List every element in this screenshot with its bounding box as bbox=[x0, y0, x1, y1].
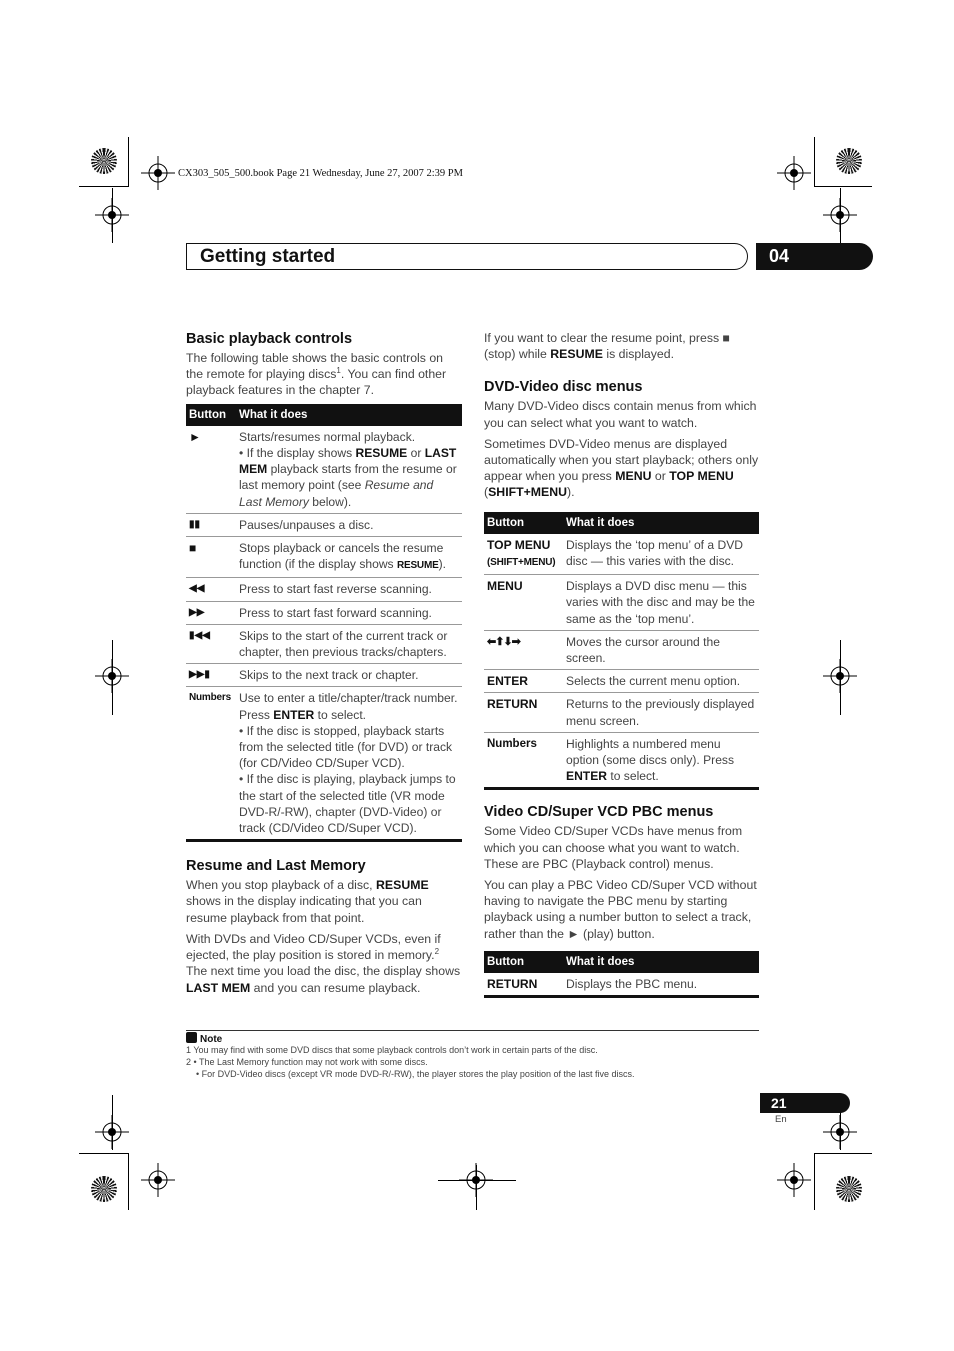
vcd-para-2: You can play a PBC Video CD/Super VCD without having to navigate the PBC menu by starting playback using a number button to select a track, rather than the ► (play) button. bbox=[484, 878, 757, 941]
vcd-menus-heading: Video CD/Super VCD PBC menus bbox=[484, 804, 714, 821]
basic-playback-heading: Basic playback controls bbox=[186, 331, 353, 347]
stop-icon: ■ bbox=[186, 537, 236, 578]
table-row: ■ Stops playback or cancels the resume function (if the display shows RESUME). bbox=[186, 537, 462, 578]
fast-forward-icon: ▶▶ bbox=[186, 601, 236, 624]
page-number: 21 bbox=[760, 1093, 850, 1113]
note-heading: Note bbox=[186, 1032, 222, 1045]
basic-controls-table bbox=[186, 404, 462, 843]
table-row: RETURN Displays the PBC menu. bbox=[484, 973, 759, 997]
registration-target-icon bbox=[823, 198, 857, 232]
dvd-para-2: Sometimes DVD-Video menus are displayed automatically when you start playback; others only appear when you press MENU or TOP MENU (SHIFT+MENU). bbox=[484, 436, 759, 500]
rewind-icon: ◀◀ bbox=[186, 578, 236, 601]
table-row: ENTER Selects the current menu option. bbox=[484, 670, 759, 693]
left-column bbox=[186, 330, 462, 1001]
language-code: En bbox=[775, 1114, 787, 1125]
registration-target-icon bbox=[95, 659, 129, 693]
table-header: Button What it does bbox=[484, 512, 759, 534]
registration-target-icon bbox=[823, 659, 857, 693]
registration-target-icon bbox=[459, 1163, 493, 1197]
table-header: Button What it does bbox=[484, 951, 759, 973]
registration-target-icon bbox=[823, 1115, 857, 1149]
page-title: Getting started bbox=[200, 246, 336, 267]
pause-icon: ▮▮ bbox=[186, 513, 236, 536]
dvd-menus-heading: DVD-Video disc menus bbox=[484, 379, 643, 396]
arrow-keys-icon: ⬅⬆⬇➡ bbox=[484, 630, 563, 669]
resume-para-2: With DVDs and Video CD/Super VCDs, even if ejected, the play position is stored in memory.$^2$ The next time you load the disc, the display shows LAST MEM and you can resume playback. bbox=[186, 931, 461, 995]
table-row: ◀◀ Press to start fast reverse scanning. bbox=[186, 578, 462, 601]
starburst-icon bbox=[836, 1176, 862, 1202]
chapter-badge: 04 bbox=[756, 243, 873, 270]
pbc-menu-table bbox=[484, 951, 759, 998]
resume-heading: Resume and Last Memory bbox=[186, 858, 366, 875]
table-header: Button What it does bbox=[186, 404, 462, 426]
table-row: ⬅⬆⬇➡ Moves the cursor around the screen. bbox=[484, 630, 759, 669]
play-icon: ► bbox=[186, 426, 236, 514]
starburst-icon bbox=[91, 1176, 117, 1202]
registration-target-icon bbox=[777, 1163, 811, 1197]
vcd-para-1: Some Video CD/Super VCDs have menus from which you can choose what you want to watch. These are PBC (Playback control) menus. bbox=[484, 824, 743, 871]
table-row: Numbers Use to enter a title/chapter/track number. Press ENTER to select. • If the disc is stopped, playback starts from the selected title (for DVD) or track (for CD/Video CD/Super VCD). • If the disc is playing, playback jumps to the start of the selected title (VR mode DVD-R/-RW), chapter (DVD-Video) or track (CD/Video CD/Super VCD). bbox=[186, 687, 462, 841]
starburst-icon bbox=[91, 148, 117, 174]
table-row: Numbers Highlights a numbered menu option (some discs only). Press ENTER to select. bbox=[484, 732, 759, 789]
table-row: RETURN Returns to the previously displayed menu screen. bbox=[484, 693, 759, 732]
note-divider bbox=[186, 1030, 759, 1031]
dvd-para-1: Many DVD-Video discs contain menus from which you can select what you want to watch. bbox=[484, 399, 757, 430]
table-row: MENU Displays a DVD disc menu — this varies with the disc and may be the same as the ‘top menu’. bbox=[484, 575, 759, 631]
clear-resume-text: If you want to clear the resume point, press ■ (stop) while RESUME is displayed. bbox=[484, 331, 730, 362]
registration-target-icon bbox=[777, 156, 811, 190]
skip-next-icon: ▶▶▮ bbox=[186, 664, 236, 687]
basic-intro: The following table shows the basic controls on the remote for playing discs$^1$. You can find other playback features in the chapter 7. bbox=[186, 351, 447, 398]
registration-target-icon bbox=[95, 1115, 129, 1149]
right-column bbox=[484, 330, 759, 998]
registration-target-icon bbox=[141, 156, 175, 190]
table-row: ▶▶▮ Skips to the next track or chapter. bbox=[186, 664, 462, 687]
footnote-1: 1 You may find with some DVD discs that some playback controls don’t work in certain parts of the disc. bbox=[186, 1045, 598, 1055]
footnote-2b: • For DVD-Video discs (except VR mode DVD-R/-RW), the player stores the play position of the last five discs. bbox=[186, 1069, 635, 1079]
book-info: CX303_505_500.book Page 21 Wednesday, June 27, 2007 2:39 PM bbox=[178, 168, 463, 179]
note-icon bbox=[186, 1032, 197, 1043]
footnote-2: 2 • The Last Memory function may not work with some discs. bbox=[186, 1057, 428, 1067]
table-row: ▶▶ Press to start fast forward scanning. bbox=[186, 601, 462, 624]
skip-previous-icon: ▮◀◀ bbox=[186, 624, 236, 663]
registration-target-icon bbox=[95, 198, 129, 232]
table-row: TOP MENU (SHIFT+MENU) Displays the ‘top menu’ of a DVD disc — this varies with the disc. bbox=[484, 534, 759, 575]
starburst-icon bbox=[836, 148, 862, 174]
table-row: ▮◀◀ Skips to the start of the current track or chapter, then previous tracks/chapters. bbox=[186, 624, 462, 663]
table-row: ▮▮ Pauses/unpauses a disc. bbox=[186, 513, 462, 536]
registration-target-icon bbox=[141, 1163, 175, 1197]
dvd-menu-table bbox=[484, 512, 759, 791]
table-row: ► Starts/resumes normal playback. • If the display shows RESUME or LAST MEM playback starts from the resume or last memory point (see Resume and Last Memory below). bbox=[186, 426, 462, 514]
resume-para-1: When you stop playback of a disc, RESUME shows in the display indicating that you can resume playback from that point. bbox=[186, 878, 429, 925]
